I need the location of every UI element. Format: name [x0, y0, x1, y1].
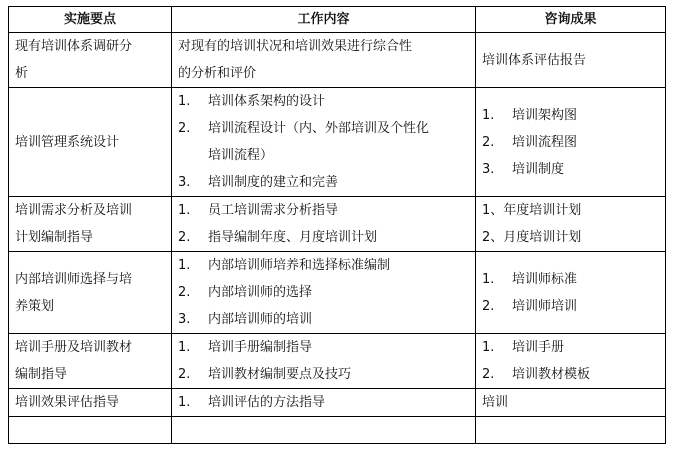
result-item-text: 培训流程图	[512, 134, 578, 150]
work-item	[178, 88, 469, 115]
key-point-cell	[9, 334, 172, 389]
work-item-text: 内部培训师的培训	[208, 312, 313, 327]
result-item	[482, 266, 659, 293]
key-point-cell	[9, 33, 172, 88]
work-item-text: 对现有的培训状况和培训效果进行综合性	[178, 39, 413, 54]
key-point-text: 培训手册及培训教材	[15, 340, 133, 355]
result-item-text: 培训师标准	[512, 271, 578, 287]
empty-row	[9, 417, 666, 444]
key-point-cell	[9, 88, 172, 197]
key-point-text: 现有培训体系调研分	[15, 39, 133, 54]
work-item	[178, 224, 469, 251]
result-cell	[476, 252, 666, 334]
item-number: 1.	[482, 271, 495, 287]
header-row	[9, 7, 666, 33]
work-item	[178, 197, 469, 224]
work-item	[178, 115, 469, 142]
work-item-text: 培训评估的方法指导	[208, 395, 326, 410]
item-number: 1.	[482, 340, 495, 355]
key-point-cell	[9, 252, 172, 334]
result-item	[482, 224, 659, 251]
work-item-text: 内部培训师培养和选择标准编制	[208, 258, 391, 273]
item-number: 3.	[482, 161, 495, 177]
item-number: 3.	[178, 175, 191, 190]
item-number: 2.	[178, 285, 191, 300]
work-item-text: 培训流程）	[208, 148, 274, 163]
item-number: 2.	[178, 367, 191, 382]
key-point-text: 编制指导	[15, 367, 68, 382]
result-cell	[476, 389, 666, 417]
table-row	[9, 389, 666, 417]
result-item-text: 培训架构图	[512, 107, 578, 123]
work-content-cell	[172, 334, 476, 389]
work-item-text: 员工培训需求分析指导	[208, 203, 339, 218]
result-cell	[476, 88, 666, 197]
work-item-text: 的分析和评价	[178, 66, 257, 81]
work-content-cell	[172, 252, 476, 334]
item-number: 2.	[178, 121, 191, 136]
item-number: 2.	[482, 298, 495, 314]
result-item-text: 2、月度培训计划	[482, 230, 582, 245]
table-row	[9, 197, 666, 252]
key-point-cell	[9, 389, 172, 417]
result-item-text: 培训体系评估报告	[482, 52, 587, 68]
result-item	[482, 197, 659, 224]
result-item	[482, 156, 659, 183]
key-point-text: 养策划	[15, 298, 55, 314]
empty-cell	[172, 417, 476, 444]
header-work-content: 工作内容	[172, 7, 476, 33]
work-item	[178, 142, 469, 169]
key-point-text: 析	[15, 66, 29, 81]
result-item	[482, 129, 659, 156]
work-item	[178, 60, 469, 87]
work-item	[178, 361, 469, 388]
work-item-text: 培训教材编制要点及技巧	[208, 367, 352, 382]
result-item-text: 培训	[482, 395, 509, 410]
item-number: 2.	[482, 367, 495, 382]
result-item	[482, 102, 659, 129]
work-content-cell	[172, 88, 476, 197]
result-item	[482, 361, 659, 388]
item-number: 2.	[482, 134, 495, 150]
item-number: 3.	[178, 312, 191, 327]
work-content-cell	[172, 33, 476, 88]
result-item	[482, 47, 659, 74]
result-item-text: 培训制度	[512, 161, 565, 177]
item-number: 1.	[482, 107, 495, 123]
table-row	[9, 334, 666, 389]
result-item	[482, 389, 659, 416]
table-row	[9, 88, 666, 197]
work-item-text: 培训手册编制指导	[208, 340, 313, 355]
item-number: 1.	[178, 395, 191, 410]
table-body	[9, 33, 666, 444]
result-item-text: 培训手册	[512, 340, 565, 355]
work-item-text: 培训流程设计（内、外部培训及个性化	[208, 121, 430, 136]
result-item-text: 培训师培训	[512, 298, 578, 314]
document-page	[8, 6, 666, 444]
work-content-cell	[172, 197, 476, 252]
item-number: 1.	[178, 340, 191, 355]
empty-cell	[476, 417, 666, 444]
result-item-text: 1、年度培训计划	[482, 203, 582, 218]
work-item	[178, 279, 469, 306]
empty-cell	[9, 417, 172, 444]
key-point-text: 培训效果评估指导	[15, 395, 120, 410]
work-item-text: 内部培训师的选择	[208, 285, 313, 300]
key-point-text: 培训管理系统设计	[15, 134, 120, 150]
header-consulting-results: 咨询成果	[476, 7, 666, 33]
result-cell	[476, 334, 666, 389]
result-cell	[476, 197, 666, 252]
item-number: 2.	[178, 230, 191, 245]
table-row	[9, 33, 666, 88]
work-item	[178, 33, 469, 60]
work-item	[178, 252, 469, 279]
header-key-points: 实施要点	[9, 7, 172, 33]
work-item-text: 培训制度的建立和完善	[208, 175, 339, 190]
item-number: 1.	[178, 203, 191, 218]
work-item	[178, 306, 469, 333]
key-point-text: 计划编制指导	[15, 230, 94, 245]
work-item	[178, 389, 469, 416]
key-point-text: 培训需求分析及培训	[15, 203, 133, 218]
result-item	[482, 293, 659, 320]
key-point-text: 内部培训师选择与培	[15, 271, 133, 287]
item-number: 1.	[178, 94, 191, 109]
work-item-text: 指导编制年度、月度培训计划	[208, 230, 378, 245]
result-item	[482, 334, 659, 361]
result-cell	[476, 33, 666, 88]
result-item-text: 培训教材模板	[512, 367, 591, 382]
consulting-table	[8, 6, 666, 444]
work-item	[178, 334, 469, 361]
work-content-cell	[172, 389, 476, 417]
table-row	[9, 252, 666, 334]
key-point-cell	[9, 197, 172, 252]
work-item-text: 培训体系架构的设计	[208, 94, 326, 109]
work-item	[178, 169, 469, 196]
item-number: 1.	[178, 258, 191, 273]
